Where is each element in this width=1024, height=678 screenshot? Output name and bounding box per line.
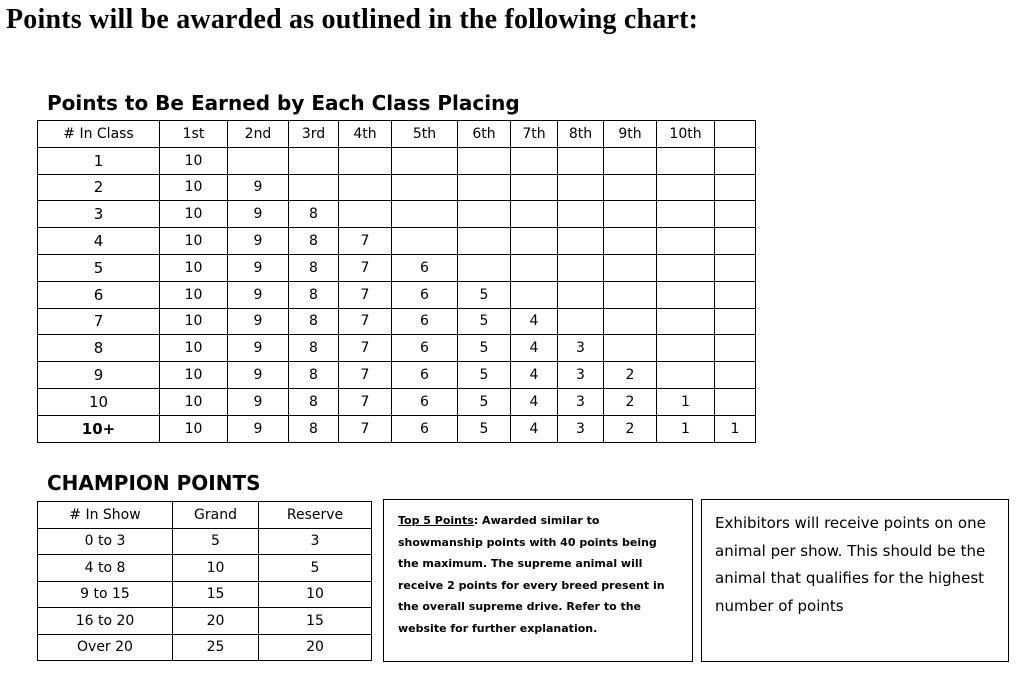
placing-cell bbox=[715, 174, 756, 201]
placing-column-header: 7th bbox=[511, 121, 558, 148]
placing-row bbox=[38, 388, 756, 415]
placing-row bbox=[38, 228, 756, 255]
placing-cell: 9 bbox=[228, 308, 289, 335]
placing-cell bbox=[458, 201, 511, 228]
champion-column-header: # In Show bbox=[38, 502, 173, 529]
placing-row bbox=[38, 335, 756, 362]
placing-cell: 6 bbox=[392, 362, 458, 389]
champion-cell: 10 bbox=[259, 581, 372, 608]
placing-cell bbox=[458, 174, 511, 201]
placing-cell: 10 bbox=[160, 388, 228, 415]
champion-header-row bbox=[38, 502, 372, 529]
placing-cell: 8 bbox=[289, 254, 339, 281]
placing-cell bbox=[715, 147, 756, 174]
placing-column-header: 4th bbox=[339, 121, 392, 148]
placing-row-label: 10 bbox=[38, 388, 160, 415]
champion-points-heading: CHAMPION POINTS bbox=[47, 471, 261, 495]
placing-row-label: 2 bbox=[38, 174, 160, 201]
placing-cell bbox=[558, 147, 604, 174]
placing-cell bbox=[604, 281, 657, 308]
placing-cell: 6 bbox=[392, 335, 458, 362]
placing-cell: 4 bbox=[511, 388, 558, 415]
placing-column-header: 3rd bbox=[289, 121, 339, 148]
placing-cell bbox=[604, 308, 657, 335]
placing-cell bbox=[657, 228, 715, 255]
placing-cell: 8 bbox=[289, 388, 339, 415]
placing-cell: 3 bbox=[558, 388, 604, 415]
placing-column-header: 9th bbox=[604, 121, 657, 148]
placing-cell bbox=[604, 254, 657, 281]
placing-row bbox=[38, 254, 756, 281]
placing-cell: 9 bbox=[228, 201, 289, 228]
placing-cell: 10 bbox=[160, 254, 228, 281]
placing-row-label: 5 bbox=[38, 254, 160, 281]
placing-cell bbox=[392, 201, 458, 228]
placing-cell: 10 bbox=[160, 335, 228, 362]
placing-cell: 1 bbox=[657, 415, 715, 442]
placing-cell bbox=[604, 174, 657, 201]
placing-column-header: 1st bbox=[160, 121, 228, 148]
placing-cell: 8 bbox=[289, 308, 339, 335]
placing-cell: 8 bbox=[289, 362, 339, 389]
placing-cell bbox=[228, 147, 289, 174]
placing-cell: 9 bbox=[228, 174, 289, 201]
placing-cell bbox=[558, 308, 604, 335]
placing-cell bbox=[511, 254, 558, 281]
placing-cell: 10 bbox=[160, 415, 228, 442]
placing-cell: 2 bbox=[604, 415, 657, 442]
placing-cell: 7 bbox=[339, 415, 392, 442]
placing-cell: 8 bbox=[289, 415, 339, 442]
placing-cell bbox=[458, 254, 511, 281]
champion-row bbox=[38, 634, 372, 661]
placing-cell bbox=[558, 228, 604, 255]
placing-column-header: 8th bbox=[558, 121, 604, 148]
placing-cell: 10 bbox=[160, 362, 228, 389]
placing-cell: 10 bbox=[160, 147, 228, 174]
placing-cell: 9 bbox=[228, 415, 289, 442]
placing-column-header: 6th bbox=[458, 121, 511, 148]
placing-cell bbox=[657, 362, 715, 389]
placing-column-header bbox=[715, 121, 756, 148]
exhibitor-note-text: Exhibitors will receive points on one animal per show. This should be the animal that qualifies for the highest number of points bbox=[715, 514, 986, 615]
page-title: Points will be awarded as outlined in the following chart: bbox=[6, 4, 699, 35]
placing-cell bbox=[715, 308, 756, 335]
placing-cell bbox=[715, 201, 756, 228]
placing-header-row bbox=[38, 121, 756, 148]
placing-points-table bbox=[37, 120, 756, 443]
placing-row-label: 10+ bbox=[38, 415, 160, 442]
placing-cell: 5 bbox=[458, 362, 511, 389]
champion-row-label: 0 to 3 bbox=[38, 528, 173, 555]
champion-row-label: 9 to 15 bbox=[38, 581, 173, 608]
placing-cell: 7 bbox=[339, 362, 392, 389]
placing-row bbox=[38, 201, 756, 228]
placing-cell bbox=[289, 174, 339, 201]
placing-cell bbox=[657, 254, 715, 281]
placing-cell bbox=[657, 308, 715, 335]
top5-points-label: Top 5 Points bbox=[398, 514, 474, 527]
placing-row bbox=[38, 362, 756, 389]
exhibitor-note bbox=[701, 499, 1009, 662]
placing-cell: 6 bbox=[392, 388, 458, 415]
placing-cell: 9 bbox=[228, 335, 289, 362]
placing-cell: 9 bbox=[228, 362, 289, 389]
placing-cell: 7 bbox=[339, 335, 392, 362]
top5-points-text bbox=[398, 510, 680, 639]
placing-cell bbox=[715, 228, 756, 255]
champion-row bbox=[38, 528, 372, 555]
placing-row-label: 3 bbox=[38, 201, 160, 228]
placing-cell: 10 bbox=[160, 201, 228, 228]
placing-cell: 6 bbox=[392, 308, 458, 335]
placing-cell: 7 bbox=[339, 308, 392, 335]
placing-column-header: 10th bbox=[657, 121, 715, 148]
placing-row bbox=[38, 147, 756, 174]
placing-row-label: 4 bbox=[38, 228, 160, 255]
placing-table-heading: Points to Be Earned by Each Class Placing bbox=[47, 91, 520, 115]
placing-cell bbox=[604, 201, 657, 228]
placing-cell: 2 bbox=[604, 388, 657, 415]
placing-column-header: 2nd bbox=[228, 121, 289, 148]
placing-cell bbox=[392, 228, 458, 255]
placing-cell: 2 bbox=[604, 362, 657, 389]
champion-cell: 15 bbox=[259, 608, 372, 635]
placing-cell: 6 bbox=[392, 415, 458, 442]
placing-row-label: 1 bbox=[38, 147, 160, 174]
placing-cell bbox=[558, 281, 604, 308]
champion-cell: 10 bbox=[173, 555, 259, 582]
placing-cell bbox=[657, 335, 715, 362]
placing-cell bbox=[392, 174, 458, 201]
placing-cell bbox=[715, 335, 756, 362]
placing-cell: 5 bbox=[458, 415, 511, 442]
placing-row-label: 7 bbox=[38, 308, 160, 335]
placing-cell: 7 bbox=[339, 254, 392, 281]
placing-cell bbox=[604, 335, 657, 362]
placing-cell bbox=[392, 147, 458, 174]
champion-cell: 5 bbox=[173, 528, 259, 555]
champion-cell: 5 bbox=[259, 555, 372, 582]
champion-row bbox=[38, 555, 372, 582]
placing-cell: 4 bbox=[511, 415, 558, 442]
placing-cell bbox=[339, 147, 392, 174]
placing-cell: 6 bbox=[392, 254, 458, 281]
placing-row bbox=[38, 281, 756, 308]
placing-cell: 7 bbox=[339, 388, 392, 415]
placing-cell bbox=[289, 147, 339, 174]
placing-cell: 4 bbox=[511, 308, 558, 335]
placing-cell bbox=[604, 147, 657, 174]
placing-cell: 10 bbox=[160, 228, 228, 255]
placing-cell bbox=[458, 147, 511, 174]
placing-cell: 4 bbox=[511, 335, 558, 362]
placing-cell: 9 bbox=[228, 254, 289, 281]
placing-cell bbox=[511, 174, 558, 201]
champion-cell: 3 bbox=[259, 528, 372, 555]
champion-row bbox=[38, 608, 372, 635]
champion-cell: 20 bbox=[173, 608, 259, 635]
placing-cell bbox=[715, 254, 756, 281]
placing-cell: 3 bbox=[558, 415, 604, 442]
placing-row bbox=[38, 415, 756, 442]
placing-cell bbox=[657, 201, 715, 228]
placing-cell bbox=[558, 174, 604, 201]
placing-cell: 1 bbox=[657, 388, 715, 415]
placing-cell: 10 bbox=[160, 308, 228, 335]
champion-cell: 20 bbox=[259, 634, 372, 661]
placing-cell bbox=[511, 281, 558, 308]
placing-cell bbox=[511, 147, 558, 174]
placing-cell: 8 bbox=[289, 281, 339, 308]
placing-column-header: 5th bbox=[392, 121, 458, 148]
placing-cell: 9 bbox=[228, 281, 289, 308]
placing-cell: 7 bbox=[339, 281, 392, 308]
champion-row-label: 16 to 20 bbox=[38, 608, 173, 635]
placing-row bbox=[38, 174, 756, 201]
placing-cell bbox=[339, 174, 392, 201]
placing-cell: 6 bbox=[392, 281, 458, 308]
top5-points-note bbox=[383, 499, 693, 662]
placing-row bbox=[38, 308, 756, 335]
placing-row-label: 6 bbox=[38, 281, 160, 308]
placing-cell: 5 bbox=[458, 388, 511, 415]
placing-cell: 10 bbox=[160, 174, 228, 201]
placing-cell: 10 bbox=[160, 281, 228, 308]
placing-cell bbox=[657, 174, 715, 201]
placing-cell bbox=[558, 254, 604, 281]
placing-cell: 5 bbox=[458, 308, 511, 335]
champion-column-header: Reserve bbox=[259, 502, 372, 529]
placing-cell: 3 bbox=[558, 335, 604, 362]
placing-cell bbox=[715, 281, 756, 308]
placing-cell: 3 bbox=[558, 362, 604, 389]
placing-cell bbox=[657, 147, 715, 174]
placing-cell bbox=[511, 228, 558, 255]
placing-cell bbox=[458, 228, 511, 255]
champion-row bbox=[38, 581, 372, 608]
placing-cell: 5 bbox=[458, 335, 511, 362]
placing-cell bbox=[511, 201, 558, 228]
placing-cell bbox=[604, 228, 657, 255]
champion-column-header: Grand bbox=[173, 502, 259, 529]
champion-cell: 15 bbox=[173, 581, 259, 608]
placing-cell bbox=[339, 201, 392, 228]
placing-row-label: 9 bbox=[38, 362, 160, 389]
champion-cell: 25 bbox=[173, 634, 259, 661]
top5-points-description: : Awarded similar to showmanship points with 40 points being the maximum. The supreme animal will receive 2 points for every breed present in the overall supreme drive. Refer to the website for further explanation. bbox=[398, 514, 665, 635]
placing-row-label: 8 bbox=[38, 335, 160, 362]
placing-cell: 8 bbox=[289, 335, 339, 362]
placing-cell: 7 bbox=[339, 228, 392, 255]
placing-cell: 1 bbox=[715, 415, 756, 442]
placing-column-header: # In Class bbox=[38, 121, 160, 148]
placing-cell bbox=[715, 362, 756, 389]
placing-cell bbox=[657, 281, 715, 308]
champion-row-label: 4 to 8 bbox=[38, 555, 173, 582]
placing-cell: 9 bbox=[228, 388, 289, 415]
placing-cell bbox=[715, 388, 756, 415]
champion-points-table bbox=[37, 501, 372, 661]
placing-cell: 8 bbox=[289, 201, 339, 228]
placing-cell: 4 bbox=[511, 362, 558, 389]
placing-cell: 9 bbox=[228, 228, 289, 255]
placing-cell: 5 bbox=[458, 281, 511, 308]
champion-row-label: Over 20 bbox=[38, 634, 173, 661]
placing-cell: 8 bbox=[289, 228, 339, 255]
placing-cell bbox=[558, 201, 604, 228]
